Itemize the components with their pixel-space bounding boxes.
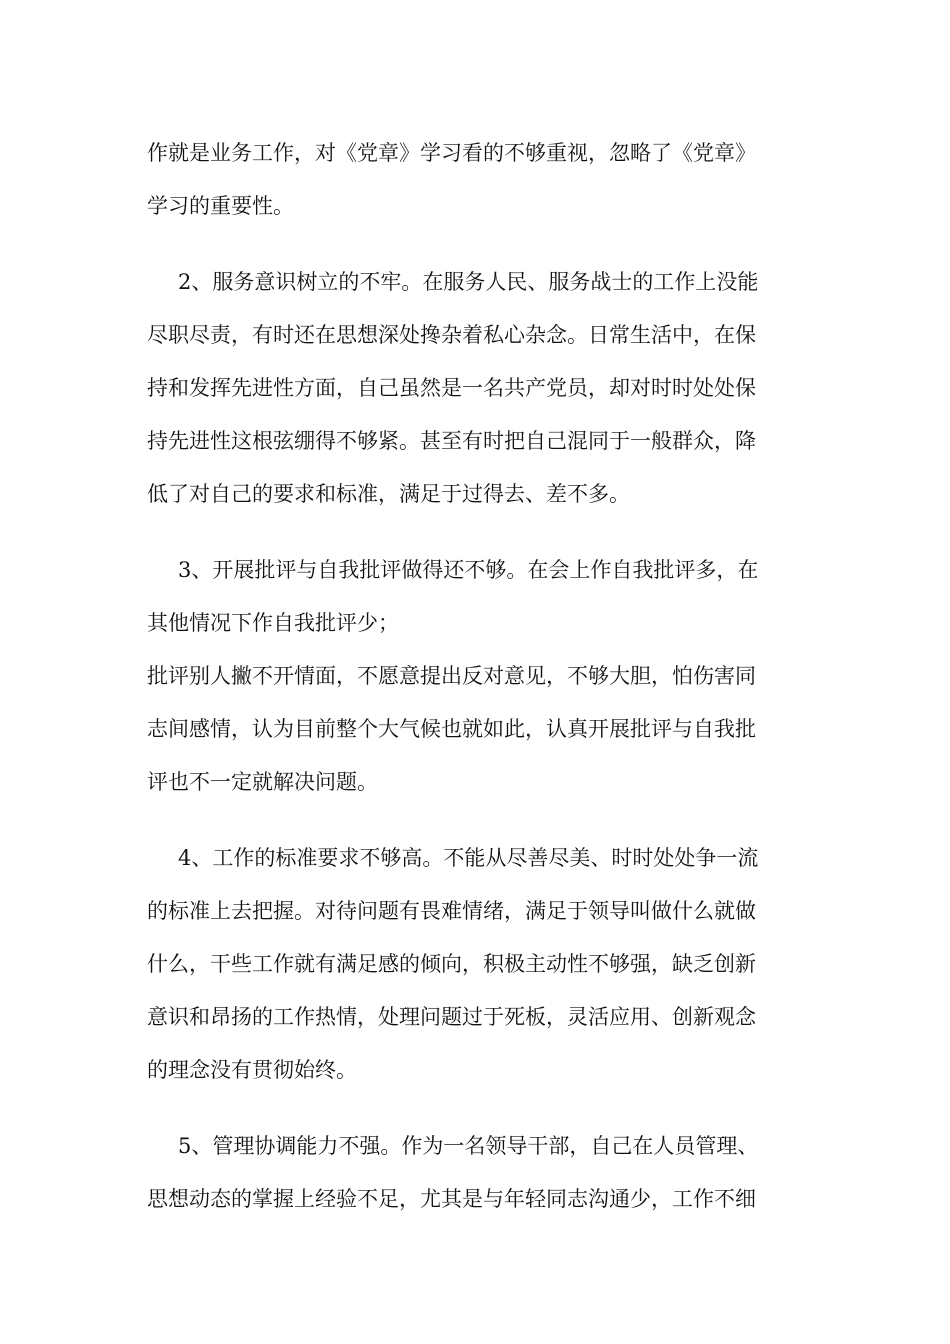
paragraph-continuation — [147, 127, 807, 233]
text-line: 低了对自己的要求和标准，满足于过得去、差不多。 — [147, 482, 630, 506]
text-line: 其他情况下作自我批评少； — [147, 611, 399, 635]
text-line: 的理念没有贯彻始终。 — [147, 1058, 357, 1082]
text-line: 的标准上去把握。对待问题有畏难情绪，满足于领导叫做什么就做 — [147, 899, 756, 923]
text-line: 持先进性这根弦绷得不够紧。甚至有时把自己混同于一般群众，降 — [147, 429, 756, 453]
text-line: 4、工作的标准要求不够高。不能从尽善尽美、时时处处争一流 — [178, 846, 759, 870]
text-line: 3、开展批评与自我批评做得还不够。在会上作自我批评多，在 — [178, 558, 759, 582]
paragraph-item-2 — [147, 256, 807, 521]
paragraph-item-3 — [147, 544, 807, 809]
text-line: 评也不一定就解决问题。 — [147, 770, 378, 794]
text-line: 学习的重要性。 — [147, 194, 294, 218]
text-line: 作就是业务工作，对《党章》学习看的不够重视，忽略了《党章》 — [147, 141, 756, 165]
text-line: 意识和昂扬的工作热情，处理问题过于死板，灵活应用、创新观念 — [147, 1005, 756, 1029]
text-line: 什么，干些工作就有满足感的倾向，积极主动性不够强，缺乏创新 — [147, 952, 756, 976]
text-line: 批评别人撇不开情面，不愿意提出反对意见，不够大胆，怕伤害同 — [147, 664, 756, 688]
paragraph-item-5 — [147, 1120, 807, 1226]
text-line: 思想动态的掌握上经验不足，尤其是与年轻同志沟通少，工作不细 — [147, 1187, 756, 1211]
text-line: 5、管理协调能力不强。作为一名领导干部，自己在人员管理、 — [178, 1134, 759, 1158]
text-line: 志间感情，认为目前整个大气候也就如此，认真开展批评与自我批 — [147, 717, 756, 741]
text-line: 尽职尽责，有时还在思想深处搀杂着私心杂念。日常生活中，在保 — [147, 323, 756, 347]
paragraph-item-4 — [147, 832, 807, 1097]
text-line: 持和发挥先进性方面，自己虽然是一名共产党员，却对时时处处保 — [147, 376, 756, 400]
document-body — [147, 127, 807, 1226]
text-line: 2、服务意识树立的不牢。在服务人民、服务战士的工作上没能 — [178, 270, 759, 294]
